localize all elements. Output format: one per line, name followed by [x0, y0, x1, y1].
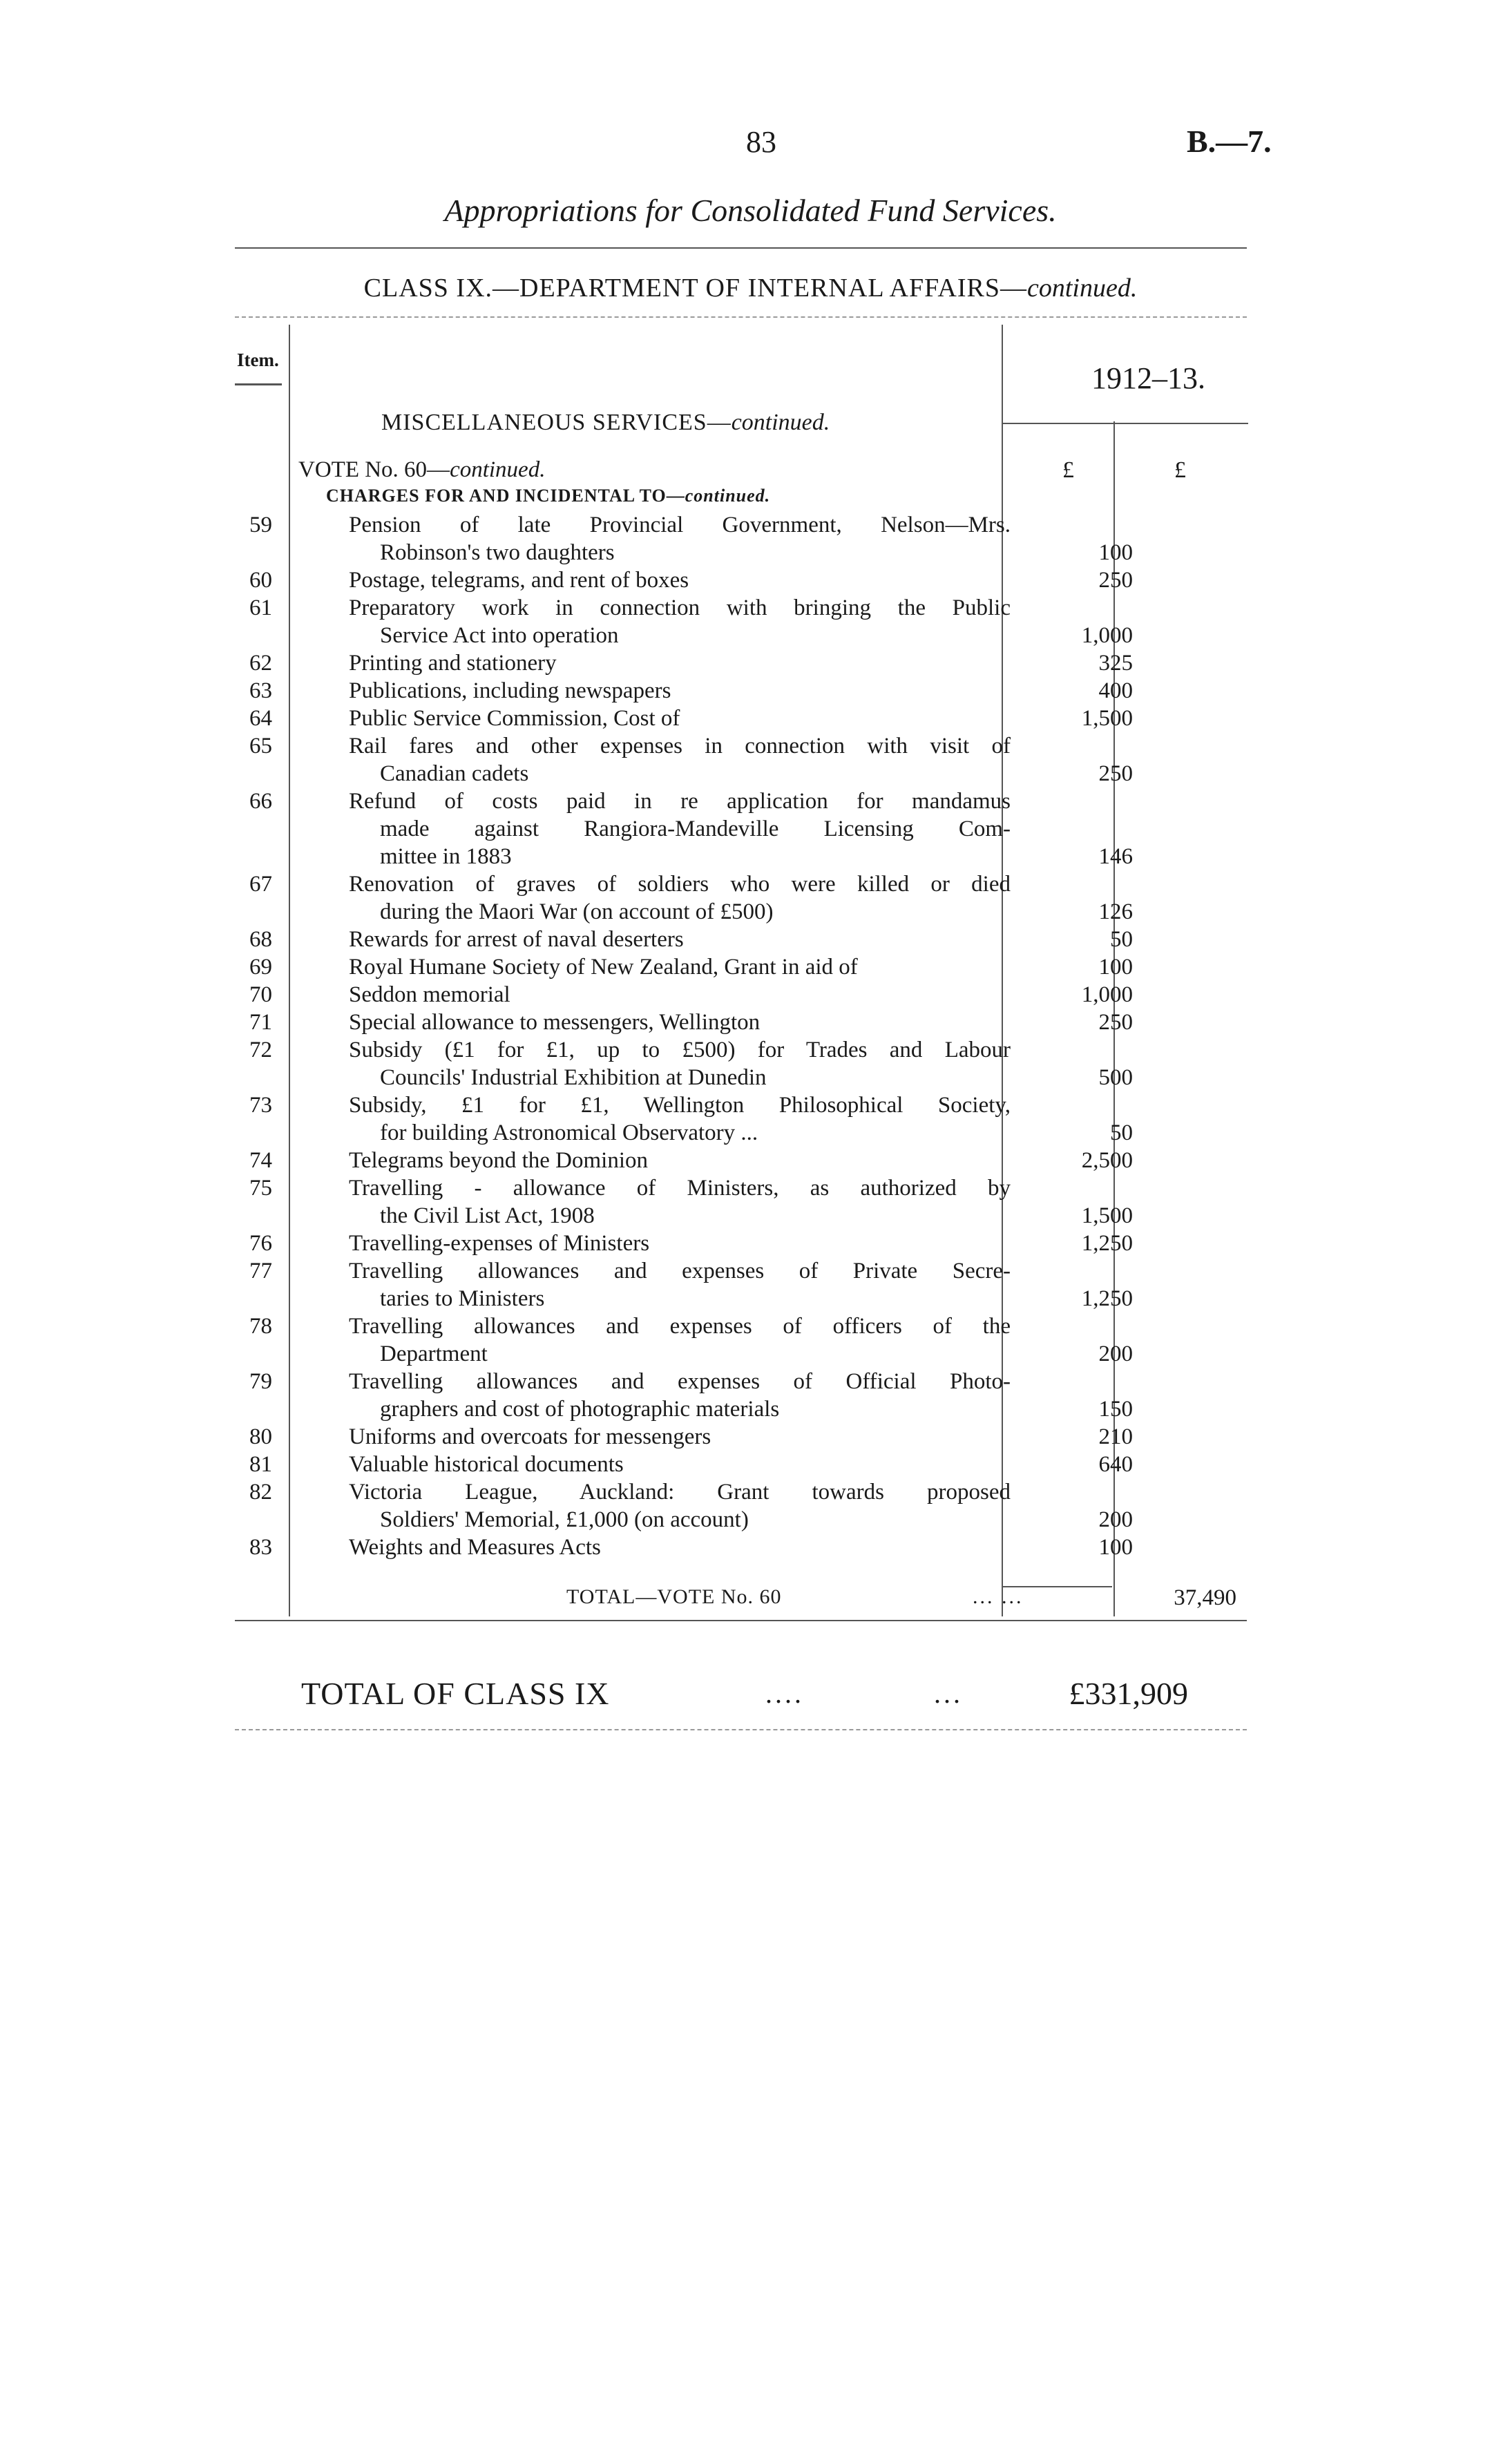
- item-description: [349, 511, 1011, 566]
- table-row: [0, 1451, 1501, 1478]
- vote-total-leader: ... ...: [973, 1585, 1024, 1608]
- item-description: [349, 953, 1011, 981]
- item-description-text: Seddon memorial: [349, 982, 510, 1007]
- item-description-text: Uniforms and overcoats for messengers: [349, 1424, 711, 1449]
- item-description-line: [349, 566, 1011, 594]
- leader-dots: [615, 539, 1011, 566]
- item-description-line: [349, 981, 1011, 1009]
- item-amount: 325: [1098, 651, 1133, 676]
- item-description: [349, 1091, 1011, 1147]
- item-number: 82: [249, 1480, 272, 1505]
- leader-dots: [619, 622, 1011, 649]
- item-description-line: [349, 898, 1011, 926]
- item-description: [349, 1036, 1011, 1091]
- leader-dots: [624, 1451, 1011, 1478]
- table-row: [0, 732, 1501, 787]
- class-title: [0, 273, 1501, 303]
- item-description-line: [349, 622, 1011, 649]
- item-description-line: [349, 843, 1011, 870]
- leader-dots: [544, 1285, 1011, 1312]
- vote-heading-main: VOTE No. 60—: [298, 457, 450, 482]
- item-amount: 100: [1098, 955, 1133, 980]
- item-description-line: [349, 1340, 1011, 1368]
- table-row: [0, 1174, 1501, 1230]
- item-number: 71: [249, 1010, 272, 1035]
- table-row: [0, 1091, 1501, 1147]
- item-amount: 1,000: [1081, 982, 1133, 1007]
- charges-heading-main: CHARGES FOR AND INCIDENTAL TO—: [326, 486, 685, 506]
- item-number: 72: [249, 1038, 272, 1062]
- item-description-line: [349, 649, 1011, 677]
- leader-dots: [557, 649, 1011, 677]
- item-description: [349, 1230, 1011, 1257]
- item-description-line: Travelling allowances and expenses of Official Photo-: [349, 1369, 1011, 1394]
- leader-dots: [601, 1534, 1011, 1561]
- document-reference: B.—7.: [1187, 124, 1272, 159]
- class-total-leader-2: ...: [934, 1678, 963, 1709]
- item-description-line: [349, 1451, 1011, 1478]
- item-description-text: Valuable historical documents: [349, 1452, 624, 1477]
- item-description: [349, 1423, 1011, 1451]
- item-amount: 640: [1098, 1452, 1133, 1477]
- item-description-line: Subsidy, £1 for £1, Wellington Philosophical Society,: [349, 1093, 1011, 1118]
- item-description-text: Public Service Commission, Cost of: [349, 706, 680, 731]
- table-row: [0, 1478, 1501, 1534]
- item-number: 74: [249, 1148, 272, 1173]
- item-description-line: Refund of costs paid in re application for mandamus: [349, 789, 1011, 814]
- item-amount: 50: [1110, 927, 1133, 952]
- class-total-rule-bottom: [235, 1729, 1247, 1730]
- item-description-text: Councils' Industrial Exhibition at Dunedin: [380, 1065, 767, 1090]
- table-row: [0, 1036, 1501, 1091]
- item-description: [349, 870, 1011, 926]
- item-description: [349, 566, 1011, 594]
- table-row: [0, 594, 1501, 649]
- item-description: [349, 732, 1011, 787]
- item-description: [349, 1174, 1011, 1230]
- item-amount: 1,500: [1081, 1203, 1133, 1228]
- leader-dots: [648, 1147, 1011, 1174]
- table-row: [0, 981, 1501, 1009]
- table-row: [0, 511, 1501, 566]
- item-number: 60: [249, 568, 272, 593]
- item-amount: 150: [1098, 1397, 1133, 1422]
- item-number: 81: [249, 1452, 272, 1477]
- item-description-text: taries to Ministers: [380, 1286, 545, 1311]
- item-description-line: Subsidy (£1 for £1, up to £500) for Trades and Labour: [349, 1038, 1011, 1062]
- item-description-line: Victoria League, Auckland: Grant towards proposed: [349, 1480, 1011, 1505]
- year-header: 1912–13.: [1091, 361, 1205, 395]
- item-number: 62: [249, 651, 272, 676]
- item-description-line: [349, 539, 1011, 566]
- item-description-text: Printing and stationery: [349, 651, 557, 676]
- item-description-text: Robinson's two daughters: [380, 540, 615, 565]
- item-description-text: Postage, telegrams, and rent of boxes: [349, 568, 689, 593]
- section-heading-main: MISCELLANEOUS SERVICES—: [381, 410, 732, 435]
- table-row: [0, 1368, 1501, 1423]
- item-description: [349, 1368, 1011, 1423]
- item-description: [349, 1534, 1011, 1561]
- item-description: [349, 981, 1011, 1009]
- page-number: 83: [746, 125, 776, 159]
- item-description: [349, 1009, 1011, 1036]
- item-description-text: Service Act into operation: [380, 623, 619, 648]
- page-heading: Appropriations for Consolidated Fund Services.: [444, 193, 1057, 228]
- leader-dots: [528, 760, 1011, 787]
- item-number: 69: [249, 955, 272, 980]
- item-description: [349, 649, 1011, 677]
- item-amount: 250: [1098, 1010, 1133, 1035]
- item-number: 64: [249, 706, 272, 731]
- vote-total-amount: 37,490: [1174, 1585, 1236, 1610]
- item-number: 83: [249, 1535, 272, 1560]
- item-description-text: Department: [380, 1341, 488, 1366]
- item-description-line: [349, 1119, 1011, 1147]
- item-description: [349, 705, 1011, 732]
- class-title-main: CLASS IX.—DEPARTMENT OF INTERNAL AFFAIRS—: [363, 274, 1027, 303]
- item-amount: 50: [1110, 1120, 1133, 1145]
- table-row: [0, 1257, 1501, 1312]
- item-description-text: graphers and cost of photographic materials: [380, 1397, 780, 1422]
- table-row: [0, 705, 1501, 732]
- item-number: 75: [249, 1176, 272, 1201]
- item-description: [349, 1451, 1011, 1478]
- item-description-line: [349, 1534, 1011, 1561]
- item-description-text: the Civil List Act, 1908: [380, 1203, 595, 1228]
- item-description-line: [349, 1064, 1011, 1091]
- item-amount: 210: [1098, 1424, 1133, 1449]
- table-row: [0, 677, 1501, 705]
- table-row: [0, 1009, 1501, 1036]
- item-number: 79: [249, 1369, 272, 1394]
- leader-dots: [767, 1064, 1011, 1091]
- table-row: [0, 1534, 1501, 1561]
- item-description-text: Soldiers' Memorial, £1,000 (on account): [380, 1507, 749, 1532]
- item-description-line: Travelling allowances and expenses of Private Secre-: [349, 1259, 1011, 1283]
- item-amount: 250: [1098, 761, 1133, 786]
- table-row: [0, 1312, 1501, 1368]
- leader-dots: [689, 566, 1011, 594]
- item-number: 67: [249, 872, 272, 897]
- item-number: 76: [249, 1231, 272, 1256]
- item-description-line: [349, 1147, 1011, 1174]
- item-description-line: Travelling - allowance of Ministers, as authorized by: [349, 1176, 1011, 1201]
- leader-dots: [711, 1423, 1011, 1451]
- item-description-line: [349, 705, 1011, 732]
- item-number: 63: [249, 678, 272, 703]
- currency-symbol-col2: £: [1174, 457, 1186, 483]
- vote-heading: [298, 457, 545, 483]
- item-description-text: Telegrams beyond the Dominion: [349, 1148, 649, 1173]
- item-number: 73: [249, 1093, 272, 1118]
- item-amount: 100: [1098, 540, 1133, 565]
- item-description-text: Royal Humane Society of New Zealand, Grant in aid of: [349, 955, 858, 980]
- item-description-text: Canadian cadets: [380, 761, 529, 786]
- item-description-line: Rail fares and other expenses in connection with visit of: [349, 734, 1011, 758]
- item-number: 61: [249, 595, 272, 620]
- item-description: [349, 1478, 1011, 1534]
- class-total-rule-top: [235, 1620, 1247, 1621]
- item-number: 78: [249, 1314, 272, 1339]
- table-row: [0, 1230, 1501, 1257]
- item-amount: 200: [1098, 1507, 1133, 1532]
- item-description-text: Travelling-expenses of Ministers: [349, 1231, 650, 1256]
- table-row: [0, 566, 1501, 594]
- table-row: [0, 953, 1501, 981]
- item-description-line: [349, 677, 1011, 705]
- item-description-line: Preparatory work in connection with bringing the Public: [349, 595, 1011, 620]
- item-amount: 126: [1098, 899, 1133, 924]
- item-description-line: [349, 1009, 1011, 1036]
- item-amount: 400: [1098, 678, 1133, 703]
- item-description-line: Pension of late Provincial Government, Nelson—Mrs.: [349, 513, 1011, 537]
- charges-heading: [326, 486, 770, 506]
- vote-heading-suffix: continued.: [450, 457, 546, 482]
- item-description-text: for building Astronomical Observatory ...: [380, 1120, 758, 1145]
- item-description-line: Renovation of graves of soldiers who were killed or died: [349, 872, 1011, 897]
- item-description-text: Rewards for arrest of naval deserters: [349, 927, 684, 952]
- item-number: 59: [249, 513, 272, 537]
- item-description: [349, 926, 1011, 953]
- item-description-text: Publications, including newspapers: [349, 678, 671, 703]
- item-description-line: made against Rangiora-Mandeville Licensing Com-: [380, 816, 1011, 841]
- class-total-label: TOTAL OF CLASS IX: [301, 1676, 610, 1711]
- leader-dots: [779, 1395, 1011, 1423]
- item-description-text: during the Maori War (on account of £500): [380, 899, 774, 924]
- item-description-line: [349, 1395, 1011, 1423]
- heading-rule: [235, 247, 1247, 249]
- item-header-underline: [235, 383, 282, 385]
- leader-dots: [488, 1340, 1011, 1368]
- section-heading-suffix: continued.: [731, 410, 830, 435]
- item-amount: 1,250: [1081, 1231, 1133, 1256]
- table-row: [0, 870, 1501, 926]
- item-description: [349, 787, 1011, 870]
- leader-dots: [684, 926, 1011, 953]
- item-description: [349, 1257, 1011, 1312]
- item-description: [349, 1312, 1011, 1368]
- item-amount: 1,000: [1081, 623, 1133, 648]
- leader-dots: [749, 1506, 1011, 1534]
- item-amount: 1,250: [1081, 1286, 1133, 1311]
- item-description-line: Travelling allowances and expenses of officers of the: [349, 1314, 1011, 1339]
- item-number: 70: [249, 982, 272, 1007]
- item-amount: 2,500: [1081, 1148, 1133, 1173]
- leader-dots: [512, 843, 1011, 870]
- table-row: [0, 1147, 1501, 1174]
- class-title-suffix: continued.: [1027, 274, 1138, 303]
- item-amount: 500: [1098, 1065, 1133, 1090]
- leader-dots: [858, 953, 1011, 981]
- table-row: [0, 926, 1501, 953]
- item-description-line: [349, 760, 1011, 787]
- item-amount: 100: [1098, 1535, 1133, 1560]
- leader-dots: [595, 1202, 1011, 1230]
- currency-symbol-col1: £: [1062, 457, 1074, 483]
- class-title-rule: [235, 316, 1247, 318]
- item-number: 65: [249, 734, 272, 758]
- item-amount: 200: [1098, 1341, 1133, 1366]
- item-number: 77: [249, 1259, 272, 1283]
- item-description-line: [349, 1202, 1011, 1230]
- item-description: [349, 677, 1011, 705]
- item-amount: 1,500: [1081, 706, 1133, 731]
- leader-dots: [671, 677, 1011, 705]
- leader-dots: [649, 1230, 1011, 1257]
- item-description-line: [349, 1285, 1011, 1312]
- item-number: 68: [249, 927, 272, 952]
- leader-dots: [760, 1009, 1011, 1036]
- item-description-line: [349, 1506, 1011, 1534]
- item-description-text: Special allowance to messengers, Wellington: [349, 1010, 761, 1035]
- item-column-header: Item.: [237, 350, 279, 370]
- table-row: [0, 787, 1501, 870]
- leader-dots: [774, 898, 1011, 926]
- table-row: [0, 649, 1501, 677]
- leader-dots: [758, 1119, 1011, 1147]
- item-description: [349, 594, 1011, 649]
- item-number: 66: [249, 789, 272, 814]
- item-description-text: mittee in 1883: [380, 844, 512, 869]
- class-total-amount: £331,909: [1069, 1676, 1188, 1711]
- item-amount: 146: [1098, 844, 1133, 869]
- class-total-leader-1: ....: [765, 1678, 804, 1709]
- item-description-line: [349, 926, 1011, 953]
- charges-heading-suffix: continued.: [685, 486, 771, 506]
- section-heading: [381, 410, 830, 436]
- table-row: [0, 1423, 1501, 1451]
- item-description-text: Weights and Measures Acts: [349, 1535, 601, 1560]
- year-header-rule: [1003, 423, 1248, 424]
- item-description: [349, 1147, 1011, 1174]
- item-number: 80: [249, 1424, 272, 1449]
- leader-dots: [680, 705, 1011, 732]
- vote-total-label: TOTAL—VOTE No. 60: [566, 1585, 782, 1608]
- item-description-line: [349, 953, 1011, 981]
- item-amount: 250: [1098, 568, 1133, 593]
- item-description-line: [349, 1230, 1011, 1257]
- leader-dots: [510, 981, 1011, 1009]
- item-description-line: [349, 1423, 1011, 1451]
